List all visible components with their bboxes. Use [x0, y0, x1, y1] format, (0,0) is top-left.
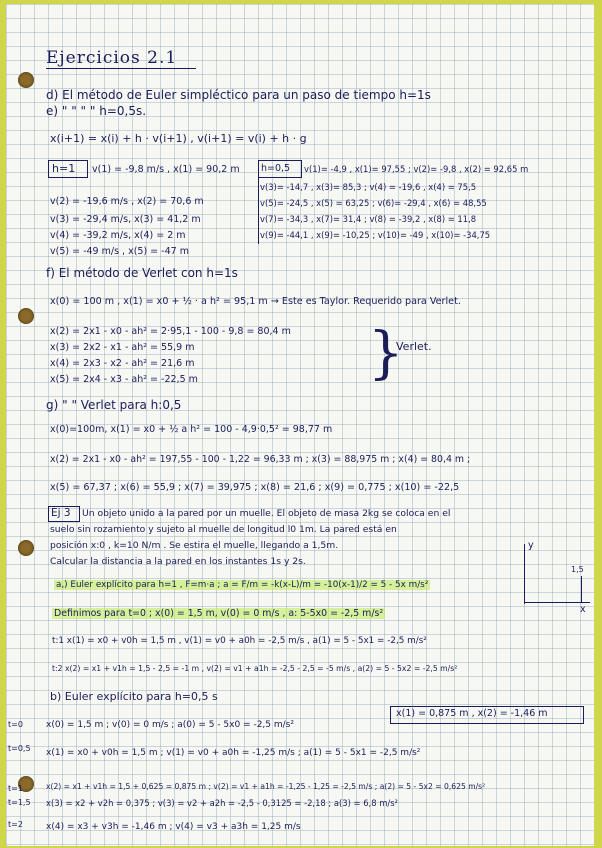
step-line: x(0) = 1,5 m ; v(0) = 0 m/s ; a(0) = 5 - 5x0 = -2,5 m/s² [46, 720, 294, 730]
h05-row: v(5)= -24,5 , x(5) = 63,25 ; v(6)= -29,4 , x(6) = 48,55 [260, 198, 487, 208]
ej3-statement: Un objeto unido a la pared por un muelle. El objeto de masa 2kg se coloca en el [82, 508, 451, 519]
verlet-h05-line: x(2) = 2x1 - x0 - ah² = 197,55 - 100 - 1,22 = 96,33 m ; x(3) = 88,975 m ; x(4) = 80,4 m ; [50, 454, 471, 465]
ej3-statement: posición x:0 , k=10 N/m . Se estira el muelle, llegando a 1,5m. [50, 540, 339, 551]
time-marker: t=1,5 [8, 798, 31, 807]
step-line: x(1) = x0 + v0h = 1,5 m ; v(1) = v0 + a0h = -1,25 m/s ; a(1) = 5 - 5x1 = -2,5 m/s² [46, 748, 421, 758]
diagram-value: 1,5 [571, 565, 584, 574]
time-marker: t=1 [8, 784, 23, 793]
h05-row: v(3)= -14,7 , x(3)= 85,3 ; v(4) = -19,6 , x(4) = 75,5 [260, 182, 477, 192]
verlet-line: x(4) = 2x3 - x2 - ah² = 21,6 m [50, 358, 195, 369]
notebook-page [6, 4, 594, 846]
h05-row: v(7)= -34,3 , x(7)= 31,4 ; v(8) = -39,2 , x(8) = 11,8 [260, 214, 477, 224]
ej3-statement: suelo sin rozamiento y sujeto al muelle de longitud l0 1m. La pared está en [50, 524, 397, 535]
binder-hole [18, 540, 34, 556]
verlet-line: x(2) = 2x1 - x0 - ah² = 2·95,1 - 100 - 9,8 = 80,4 m [50, 326, 291, 337]
verlet-line: x(0) = 100 m , x(1) = x0 + ½ · a h² = 95,1 m → Este es Taylor. Requerido para Verlet. [50, 296, 461, 307]
euler-explicit-heading [54, 580, 430, 591]
step-line: x(2) = x1 + v1h = 1,5 + 0,625 = 0,875 m ; v(2) = v1 + a1h = -1,25 - 1,25 = -2,5 m/s ; a(2) = 5 - 5x2 = 0,625 m/s² [46, 782, 486, 791]
binder-hole [18, 72, 34, 88]
diagram-marker [581, 576, 582, 602]
step-t2: t:2 x(2) = x1 + v1h = 1,5 - 2,5 = -1 m , v(2) = v1 + a1h = -2,5 - 2,5 = -5 m/s , a(2) = 5 - 5x2 = -2,5 m/s² [52, 664, 458, 673]
h05-label: h=0,5 [261, 163, 291, 174]
ej3-label: Ej 3 [51, 507, 71, 519]
verlet-brace: } [368, 321, 404, 386]
verlet-brace-label: Verlet. [396, 340, 432, 353]
diagram-y-label: y [528, 540, 534, 551]
verlet-line: x(5) = 2x4 - x3 - ah² = -22,5 m [50, 374, 198, 385]
step-line: x(4) = x3 + v3h = -1,46 m ; v(4) = v3 + a3h = 1,25 m/s [46, 822, 301, 832]
h05-row: v(1)= -4,9 , x(1)= 97,55 ; v(2)= -9,8 , x(2) = 92,65 m [304, 164, 529, 174]
diagram-x-label: x [580, 604, 586, 615]
verlet-line: x(3) = 2x2 - x1 - ah² = 55,9 m [50, 342, 195, 353]
h1-label: h=1 [52, 162, 76, 175]
definition-text: Definimos para t=0 ; x(0) = 1,5 m, v(0) = 0 m/s , a: 5-5x0 = -2,5 m/s² [54, 608, 384, 619]
title-underline [46, 68, 196, 69]
section-f-heading: f) El método de Verlet con h=1s [46, 266, 238, 280]
symplectic-formula: x(i+1) = x(i) + h · v(i+1) , v(i+1) = v(i) + h · g [50, 132, 307, 145]
section-b-heading: b) Euler explícito para h=0,5 s [50, 690, 218, 703]
time-marker: t=0 [8, 720, 23, 729]
section-e-heading: e) " " " " h=0,5s. [46, 104, 147, 118]
verlet-h05-line: x(0)=100m, x(1) = x0 + ½ a h² = 100 - 4,9·0,5² = 98,77 m [50, 424, 333, 435]
ej3-statement: Calcular la distancia a la pared en los instantes 1s y 2s. [50, 556, 306, 567]
binder-hole [18, 308, 34, 324]
h1-row: v(3) = -29,4 m/s, x(3) = 41,2 m [50, 214, 201, 225]
result-value: x(1) = 0,875 m , x(2) = -1,46 m [396, 708, 548, 719]
h1-row: v(5) = -49 m/s , x(5) = -47 m [50, 246, 189, 257]
time-marker: t=2 [8, 820, 23, 829]
diagram-y-axis [524, 544, 525, 604]
h1-row: v(4) = -39,2 m/s, x(4) = 2 m [50, 230, 186, 241]
step-line: x(3) = x2 + v2h = 0,375 ; v(3) = v2 + a2h = -2,5 - 0,3125 = -2,18 ; a(3) = 6,8 m/s² [46, 798, 398, 808]
h05-row: v(9)= -44,1 , x(9)= -10,25 ; v(10)= -49 , x(10)= -34,75 [260, 230, 491, 240]
section-d-heading: d) El método de Euler simpléctico para un paso de tiempo h=1s [46, 88, 431, 102]
definition-line [52, 608, 385, 619]
time-marker: t=0,5 [8, 744, 31, 753]
section-g-heading: g) " " Verlet para h:0,5 [46, 398, 182, 412]
h1-row: v(1) = -9,8 m/s , x(1) = 90,2 m [92, 164, 240, 175]
h1-row: v(2) = -19,6 m/s , x(2) = 70,6 m [50, 196, 204, 207]
step-t1: t:1 x(1) = x0 + v0h = 1,5 m , v(1) = v0 + a0h = -2,5 m/s , a(1) = 5 - 5x1 = -2,5 m/s² [52, 636, 427, 646]
verlet-h05-line: x(5) = 67,37 ; x(6) = 55,9 ; x(7) = 39,975 ; x(8) = 21,6 ; x(9) = 0,775 ; x(10) = -22,5 [50, 482, 460, 493]
page-title: Ejercicios 2.1 [46, 48, 178, 68]
h05-divider [258, 178, 259, 244]
euler-explicit-text: a,) Euler explícito para h=1 , F=m·a ; a = F/m = -k(x-L)/m = -10(x-1)/2 = 5 - 5x m/s² [56, 580, 429, 590]
